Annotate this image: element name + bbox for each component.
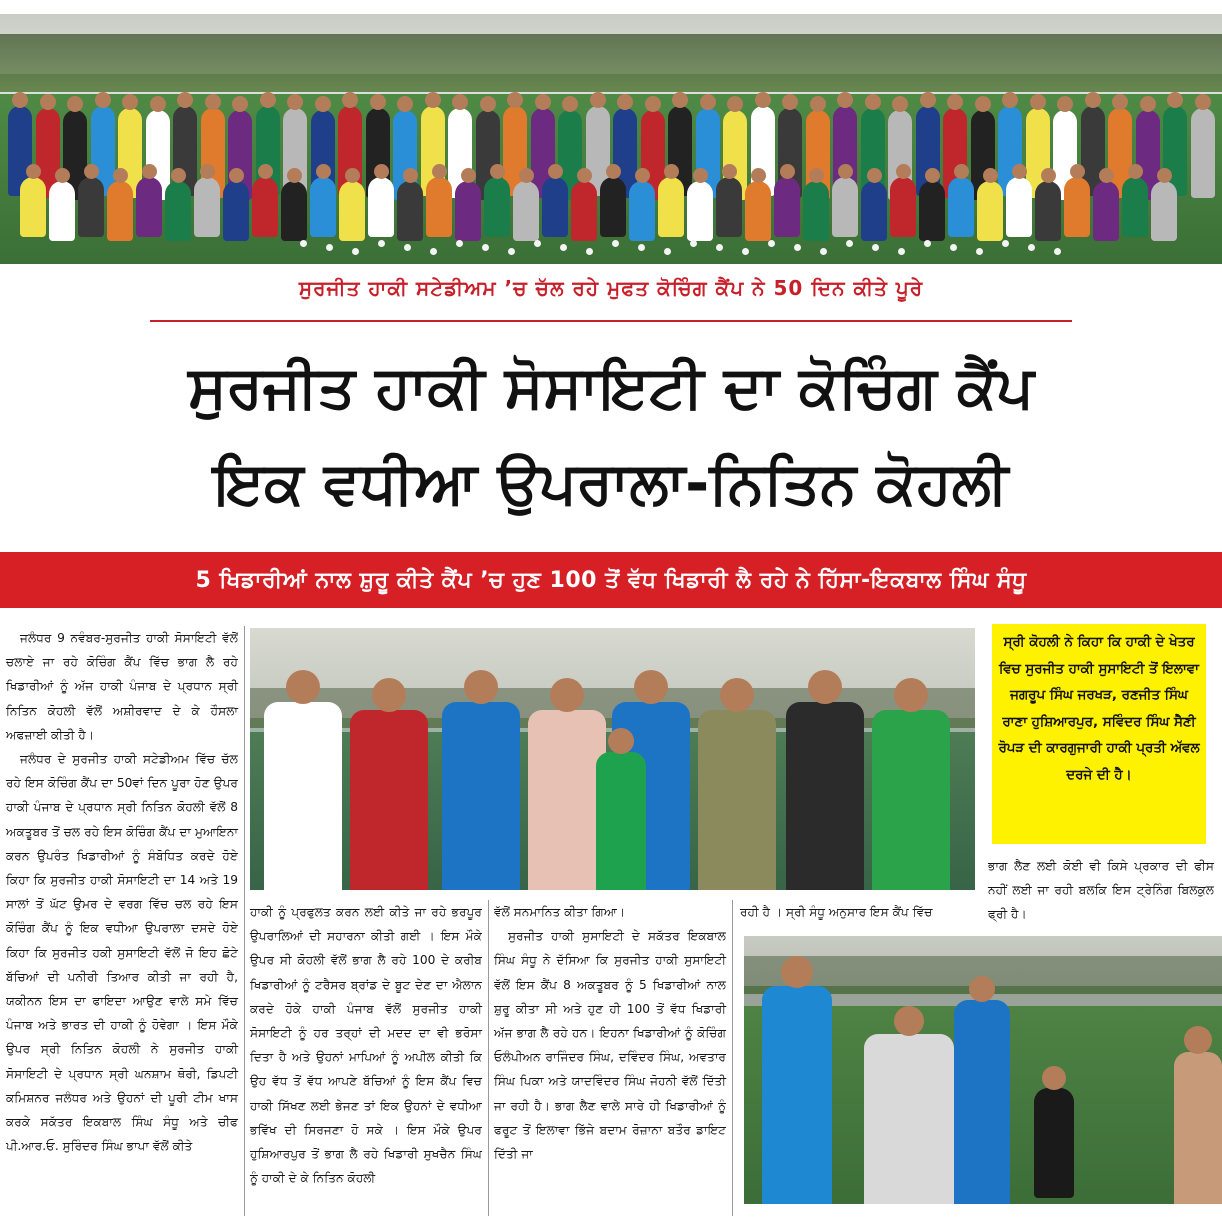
photo-figure-head	[26, 164, 41, 179]
article-paragraph: ਸੁਰਜੀਤ ਹਾਕੀ ਸੁਸਾਇਟੀ ਦੇ ਸਕੱਤਰ ਇਕਬਾਲ ਸਿੰਘ ਸੰਧੂ ਨੇ ਦੱਸਿਆ ਕਿ ਸੁਰਜੀਤ ਹਾਕੀ ਸੁਸਾਇਟੀ ਵੱਲੋਂ ਇਸ ਕੈਂਪ 8 ਅਕਤੂਬਰ ਨੂੰ 5 ਖਿਡਾਰੀਆਂ ਨਾਲ ਸ਼ੁਰੂ ਕੀਤਾ ਸੀ ਅਤੇ ਹੁਣ ਹੀ 100 ਤੋਂ ਵੱਧ ਖਿਡਾਰੀ ਅੱਜ ਭਾਗ ਲੈ ਰਹੇ ਹਨ। ਇਹਨਾ ਖਿਡਾਰੀਆਂ ਨੂੰ ਕੋਚਿੰਗ ਓਲੰਪੀਅਨ ਰਾਜਿੰਦਰ ਸਿੰਘ, ਦਵਿੰਦਰ ਸਿੰਘ, ਅਵਤਾਰ ਸਿੰਘ ਪਿਕਾ ਅਤੇ ਯਾਦਵਿੰਦਰ ਸਿੰਘ ਜੋਹਨੀ ਵੱਲੋਂ ਦਿੱਤੀ ਜਾ ਰਹੀ ਹੈ। ਭਾਗ ਲੈਣ ਵਾਲੇ ਸਾਰੇ ਹੀ ਖਿਡਾਰੀਆਂ ਨੂੰ ਫਰੂਟ ਤੋਂ ਇਲਾਵਾ ਭਿੱਜੇ ਬਦਾਮ ਰੋਜ਼ਾਨਾ ਬਤੌਰ ਡਾਇਟ ਦਿੱਤੀ ਜਾ	[494, 929, 726, 1162]
photo-figure-head	[95, 92, 111, 108]
hockey-ball	[794, 244, 801, 251]
photo-figure-head	[342, 92, 358, 108]
officials-photo	[250, 628, 975, 890]
photo-figure-head	[1085, 92, 1101, 108]
photo-figure	[194, 177, 220, 237]
photo-figure-head	[894, 1006, 924, 1036]
photo-figure	[832, 177, 858, 237]
photo-figure-head	[755, 92, 771, 108]
photo-figure-head	[535, 94, 551, 110]
article-column-2	[250, 900, 482, 1190]
photo-figure	[919, 181, 945, 241]
photo-figure-head	[550, 678, 584, 712]
photo-figure-head	[260, 92, 276, 108]
photo-figure-head	[507, 92, 523, 108]
highlight-box: ਸ੍ਰੀ ਕੋਹਲੀ ਨੇ ਕਿਹਾ ਕਿ ਹਾਕੀ ਦੇ ਖੇਤਰ ਵਿਚ ਸੁਰਜੀਤ ਹਾਕੀ ਸੁਸਾਇਟੀ ਤੋਂ ਇਲਾਵਾ ਜਗਰੂਪ ਸਿੰਘ ਜਰਖੜ, ਰਣਜੀਤ ਸਿੰਘ ਰਾਣਾ ਹੁਸ਼ਿਆਰਪੁਰ, ਸਵਿੰਦਰ ਸਿੰਘ ਸੈਣੀ ਰੋਪੜ ਦੀ ਕਾਰਗੁਜਾਰੀ ਹਾਕੀ ਪ੍ਰਤੀ ਅੱਵਲ ਦਰਜੇ ਦੀ ਹੈ।	[992, 624, 1206, 844]
photo-figure-head	[635, 168, 650, 183]
photo-figure	[78, 177, 104, 237]
hockey-ball	[560, 244, 567, 251]
photo-figure	[774, 177, 800, 237]
photo-figure-head	[562, 96, 578, 112]
photo-figure	[339, 181, 365, 241]
photo-figure	[528, 710, 606, 890]
photo-figure-head	[722, 164, 737, 179]
article-paragraph: ਭਾਗ ਲੈਣ ਲਈ ਕੋਈ ਵੀ ਕਿਸੇ ਪ੍ਰਕਾਰ ਦੀ ਫੀਸ ਨਹੀਂ ਲਈ ਜਾ ਰਹੀ ਬਲਕਿ ਇਸ ਟ੍ਰੇਨਿੰਗ ਬਿਲਕੁਲ ਫ੍ਰੀ ਹੈ।	[988, 859, 1214, 922]
hockey-ball	[690, 240, 697, 247]
photo-figure-head	[664, 164, 679, 179]
photo-figure	[1034, 1088, 1074, 1198]
photo-figure	[107, 181, 133, 241]
photo-figure-head	[232, 96, 248, 112]
photo-figure	[1174, 1052, 1222, 1204]
article-paragraph: ਜਲੰਧਰ ਦੇ ਸੁਰਜੀਤ ਹਾਕੀ ਸਟੇਡੀਅਮ ਵਿੱਚ ਚੱਲ ਰਹੇ ਇਸ ਕੋਚਿੰਗ ਕੈਂਪ ਦਾ 50ਵਾਂ ਦਿਨ ਪੂਰਾ ਹੋਣ ਉਪਰ ਹਾਕੀ ਪੰਜਾਬ ਦੇ ਪ੍ਰਧਾਨ ਸ੍ਰੀ ਨਿਤਿਨ ਕੋਹਲੀ ਵੱਲੋਂ 8 ਅਕਤੂਬਰ ਤੋਂ ਚਲ ਰਹੇ ਇਸ ਕੋਚਿੰਗ ਕੈਂਪ ਦਾ ਮੁਆਇਨਾ ਕਰਨ ਉਪਰੰਤ ਖਿਡਾਰੀਆਂ ਨੂੰ ਸੰਬੋਧਿਤ ਕਰਦੇ ਹੋਏ ਕਿਹਾ ਕਿ ਸੁਰਜੀਤ ਹਾਕੀ ਸੋਸਾਇਟੀ ਦਾ 14 ਅਤੇ 19 ਸਾਲਾਂ ਤੋਂ ਘੱਟ ਉਮਰ ਦੇ ਵਰਗ ਵਿੱਚ ਚਲ ਰਹੇ ਇਸ ਕੋਚਿੰਗ ਕੈਂਪ ਨੂੰ ਇਕ ਵਧੀਆ ਉਪਰਾਲਾ ਦਸਦੇ ਹੋਏ ਕਿਹਾ ਕਿ ਸੁਰਜੀਤ ਹਕੀ ਸੁਸਾਇਟੀ ਵੱਲੋਂ ਜੋ ਇਹ ਛੋਟੇ ਬੱਚਿਆਂ ਦੀ ਪਨੀਰੀ ਤਿਆਰ ਕੀਤੀ ਜਾ ਰਹੀ ਹੈ, ਯਕੀਨਨ ਇਸ ਦਾ ਫਾਇਦਾ ਆਉਣ ਵਾਲੇ ਸਮੇ ਵਿੱਚ ਪੰਜਾਬ ਅਤੇ ਭਾਰਤ ਦੀ ਹਾਕੀ ਨੂੰ ਹੋਵੇਗਾ । ਇਸ ਮੌਕੇ ਉਪਰ ਸ੍ਰੀ ਨਿਤਿਨ ਕੋਹਲੀ ਨੇ ਸੁਰਜੀਤ ਹਾਕੀ ਸੋਸਾਇਟੀ ਦੇ ਪ੍ਰਧਾਨ ਸ੍ਰੀ ਘਨਸ਼ਾਮ ਥੋਰੀ, ਡਿਪਟੀ ਕਮਿਸ਼ਨਰ ਜਲੰਧਰ ਅਤੇ ਉਹਨਾਂ ਦੀ ਪੂਰੀ ਟੀਮ ਖਾਸ ਕਰਕੇ ਸਕੱਤਰ ਇਕਬਾਲ ਸਿੰਘ ਸੰਧੂ ਅਤੇ ਚੀਫ ਪੀ.ਆਰ.ਓ. ਸੁਰਿੰਦਰ ਸਿੰਘ ਭਾਪਾ ਵੱਲੋਂ ਕੀਤੇ	[6, 752, 238, 1154]
photo-figure	[596, 752, 646, 890]
photo-figure-head	[693, 168, 708, 183]
hockey-ball	[326, 244, 333, 251]
photo-figure-head	[606, 164, 621, 179]
photo-figure-head	[837, 92, 853, 108]
hockey-ball	[1002, 240, 1009, 247]
photo-figure-head	[1195, 94, 1211, 110]
hockey-ball	[950, 244, 957, 251]
photo-figure	[1151, 181, 1177, 241]
hockey-ball	[846, 240, 853, 247]
photo-figure-head	[782, 94, 798, 110]
hockey-ball	[508, 248, 515, 255]
photo-figure-head	[150, 96, 166, 112]
photo-figure	[977, 181, 1003, 241]
photo-figure-head	[461, 168, 476, 183]
photo-figure-head	[617, 94, 633, 110]
photo-figure-head	[258, 164, 273, 179]
photo-figure-head	[751, 168, 766, 183]
photo-figure	[629, 181, 655, 241]
group-photo	[0, 14, 1222, 264]
headline-line-1: ਸੁਰਜੀਤ ਹਾਕੀ ਸੋਸਾਇਟੀ ਦਾ ਕੋਚਿੰਗ ਕੈਂਪ	[188, 353, 1034, 421]
hockey-ball	[820, 248, 827, 255]
photo-figure	[165, 181, 191, 241]
photo-figure-head	[954, 164, 969, 179]
subheadline-banner	[0, 552, 1222, 608]
column-divider	[488, 900, 489, 1216]
hockey-ball	[1028, 244, 1035, 251]
photo-figure-head	[480, 96, 496, 112]
photo-figure	[281, 181, 307, 241]
hockey-ball	[768, 240, 775, 247]
photo-figure-head	[634, 670, 668, 704]
photo-figure	[1006, 177, 1032, 237]
photo-figure	[890, 177, 916, 237]
hockey-ball	[1054, 248, 1061, 255]
hockey-ball	[716, 244, 723, 251]
photo-figure-head	[1042, 1066, 1066, 1090]
photo-figure-head	[200, 164, 215, 179]
photo-figure	[49, 181, 75, 241]
photo-figure-head	[1112, 94, 1128, 110]
photo-figure	[948, 177, 974, 237]
photo-figure	[455, 181, 481, 241]
photo-figure-head	[548, 164, 563, 179]
photo-figure-head	[142, 164, 157, 179]
photo-figure-head	[464, 670, 498, 704]
photo-figure-head	[896, 164, 911, 179]
photo-figure	[513, 181, 539, 241]
photo-figure-head	[865, 94, 881, 110]
photo-figure-head	[947, 94, 963, 110]
photo-figure-head	[645, 96, 661, 112]
subheadline-text: 5 ਖਿਡਾਰੀਆਂ ਨਾਲ ਸ਼ੁਰੂ ਕੀਤੇ ਕੈਂਪ ’ਚ ਹੁਣ 100 ਤੋਂ ਵੱਧ ਖਿਡਾਰੀ ਲੈ ਰਹੇ ਨੇ ਹਿੱਸਾ-ਇਕਬਾਲ ਸਿੰਘ ਸੰਧੂ	[195, 567, 1027, 593]
photo-figure-head	[1002, 92, 1018, 108]
hockey-ball	[534, 240, 541, 247]
photo-figure-head	[1057, 96, 1073, 112]
photo-figure-head	[925, 168, 940, 183]
photo-figure-head	[1157, 168, 1172, 183]
photo-figure-head	[425, 92, 441, 108]
photo-figure	[426, 177, 452, 237]
photo-figure	[864, 1034, 954, 1204]
hockey-ball	[872, 244, 879, 251]
column-divider	[244, 626, 245, 1216]
hockey-ball	[404, 244, 411, 251]
hockey-ball	[898, 248, 905, 255]
photo-figure-head	[287, 94, 303, 110]
article-column-4	[740, 900, 976, 924]
hockey-ball	[612, 240, 619, 247]
photo-figure-head	[403, 168, 418, 183]
article-paragraph: ਹਾਕੀ ਨੂੰ ਪ੍ਰਫੁਲਤ ਕਰਨ ਲਈ ਕੀਤੇ ਜਾ ਰਹੇ ਭਰਪੂਰ ਉਪਰਾਲਿਆਂ ਦੀ ਸਹਾਰਨਾ ਕੀਤੀ ਗਈ । ਇਸ ਮੌਕੇ ਉਪਰ ਸੀ ਕੋਹਲੀ ਵੱਲੋਂ ਭਾਗ ਲੈ ਰਹੇ 100 ਦੇ ਕਰੀਬ ਖਿਡਾਰੀਆਂ ਨੂੰ ਟਰੈਸਰ ਬ੍ਰਾਂਡ ਦੇ ਬੂਟ ਦੇਣ ਦਾ ਐਲਾਨ ਕਰਦੇ ਹੋਕੇ ਹਾਕੀ ਪੰਜਾਬ ਵੱਲੋਂ ਸੁਰਜੀਤ ਹਾਕੀ ਸੋਸਾਇਟੀ ਨੂੰ ਹਰ ਤਰ੍ਹਾਂ ਦੀ ਮਦਦ ਦਾ ਵੀ ਭਰੋਸਾ ਦਿਤਾ ਹੈ ਅਤੇ ਉਹਨਾਂ ਮਾਪਿਆਂ ਨੂੰ ਅਪੀਲ ਕੀਤੀ ਕਿ ਉਹ ਵੱਧ ਤੋਂ ਵੱਧ ਆਪਣੇ ਬੱਚਿਆਂ ਨੂੰ ਇਸ ਕੈਂਪ ਵਿਚ ਹਾਕੀ ਸਿੱਖਣ ਲਈ ਭੇਜਣ ਤਾਂ ਇਕ ਉਹਨਾਂ ਦੇ ਵਧੀਆ ਭਵਿੱਖ ਦੀ ਸਿਰਜਣਾ ਹੋ ਸਕੇ । ਇਸ ਮੌਕੇ ਉਪਰ ਹੁਸ਼ਿਆਰਪੁਰ ਤੋਂ ਭਾਗ ਲੈ ਰਹੇ ਖਿਡਾਰੀ ਸੁਖਚੈਨ ਸਿੰਘ ਨੂੰ ਹਾਕੀ ਦੇ ਕੇ ਨਿਤਿਨ ਕੋਹਲੀ	[250, 905, 482, 1186]
article-column-5	[988, 854, 1214, 927]
photo-figure-head	[1099, 168, 1114, 183]
photo-figure	[20, 177, 46, 237]
photo-figure	[954, 1000, 1010, 1204]
photo-figure-head	[720, 678, 754, 712]
hockey-ball	[482, 244, 489, 251]
photo-figure	[872, 710, 950, 890]
column-divider	[732, 900, 733, 1216]
photo-figure	[1035, 181, 1061, 241]
photo-figure-head	[113, 168, 128, 183]
photo-figure	[310, 177, 336, 237]
photo-figure	[1064, 177, 1090, 237]
photo-figure	[658, 177, 684, 237]
photo-figure	[1122, 177, 1148, 237]
photo-figure-head	[1030, 94, 1046, 110]
photo-figure	[1093, 181, 1119, 241]
photo-figure-head	[452, 94, 468, 110]
kicker-headline: ਸੁਰਜੀਤ ਹਾਕੀ ਸਟੇਡੀਅਮ ’ਚ ਚੱਲ ਰਹੇ ਮੁਫਤ ਕੋਚਿੰਗ ਕੈਂਪ ਨੇ 50 ਦਿਨ ਕੀਤੇ ਪੂਰੇ	[298, 276, 924, 300]
photo-figure-head	[345, 168, 360, 183]
photo-figure-head	[808, 670, 842, 704]
photo-figure-head	[287, 168, 302, 183]
photo-figure	[442, 702, 520, 890]
hockey-ball	[300, 240, 307, 247]
photo-figure	[350, 710, 428, 890]
photo-figure-head	[370, 94, 386, 110]
photo-figure-head	[171, 168, 186, 183]
photo-figure-head	[727, 96, 743, 112]
hockey-ball	[456, 240, 463, 247]
photo-figure	[136, 177, 162, 237]
hockey-ball	[924, 240, 931, 247]
photo-figure-head	[894, 678, 928, 712]
article-column-1	[6, 626, 238, 1158]
photo-figure-head	[700, 94, 716, 110]
photo-figure-head	[315, 96, 331, 112]
photo-figure	[803, 181, 829, 241]
photo-figure-head	[577, 168, 592, 183]
photo-figure	[745, 181, 771, 241]
photo-figure	[1191, 108, 1215, 198]
photo-figure-head	[810, 96, 826, 112]
photo-figure-head	[286, 670, 320, 704]
hockey-ball	[586, 248, 593, 255]
article-paragraph: ਜਲੰਧਰ 9 ਨਵੰਬਰ-ਸੁਰਜੀਤ ਹਾਕੀ ਸੋਸਾਇਟੀ ਵੱਲੋਂ ਚਲਾਏ ਜਾ ਰਹੇ ਕੋਚਿੰਗ ਕੈਂਪ ਵਿੱਚ ਭਾਗ ਲੈ ਰਹੇ ਖਿਡਾਰੀਆਂ ਨੂੰ ਅੱਜ ਹਾਕੀ ਪੰਜਾਬ ਦੇ ਪ੍ਰਧਾਨ ਸ੍ਰੀ ਨਿਤਿਨ ਕੋਹਲੀ ਵੱਲੋਂ ਅਸ਼ੀਰਵਾਦ ਦੇ ਕੇ ਹੌਸਲਾ ਅਫਜ਼ਾਈ ਕੀਤੀ ਹੈ।	[6, 631, 238, 742]
photo-figure-head	[55, 168, 70, 183]
photo-figure	[600, 177, 626, 237]
photo-figure	[484, 177, 510, 237]
photo-figure-head	[205, 94, 221, 110]
photo-figure-head	[1128, 164, 1143, 179]
article-paragraph: ਵੱਲੋਂ ਸਨਮਾਨਿਤ ਕੀਤਾ ਗਿਆ।	[494, 905, 626, 919]
photo-figure-head	[1167, 92, 1183, 108]
photo-figure-head	[229, 168, 244, 183]
photo-figure-head	[84, 164, 99, 179]
training-photo	[744, 936, 1222, 1204]
photo-figure-head	[983, 168, 998, 183]
photo-figure-head	[590, 92, 606, 108]
photo-figure	[716, 177, 742, 237]
photo-figure-head	[519, 168, 534, 183]
photo-figure-head	[432, 164, 447, 179]
photo-figure	[223, 181, 249, 241]
photo-figure	[252, 177, 278, 237]
photo-figure-head	[969, 976, 995, 1002]
photo-figure	[687, 181, 713, 241]
photo-figure-head	[490, 164, 505, 179]
photo-figure-head	[40, 94, 56, 110]
photo-figure-head	[316, 164, 331, 179]
photo-figure-head	[809, 168, 824, 183]
photo-figure	[368, 177, 394, 237]
photo-figure-head	[374, 164, 389, 179]
hockey-ball	[976, 248, 983, 255]
photo-figure-head	[1070, 164, 1085, 179]
photo-figure	[571, 181, 597, 241]
photo-figure-head	[672, 92, 688, 108]
photo-figure-head	[1041, 168, 1056, 183]
photo-figure-head	[838, 164, 853, 179]
article-column-3	[494, 900, 726, 1166]
photo-figure-head	[397, 96, 413, 112]
hockey-ball	[742, 248, 749, 255]
photo-figure-head	[608, 728, 634, 754]
photo-figure-head	[67, 96, 83, 112]
photo-figure-head	[920, 92, 936, 108]
photo-figure-head	[781, 956, 813, 988]
article-paragraph: ਰਹੀ ਹੈ । ਸ੍ਰੀ ਸੰਧੂ ਅਨੁਸਾਰ ਇਸ ਕੈਂਪ ਵਿੱਚ	[740, 905, 933, 919]
photo-figure-head	[12, 92, 28, 108]
headline-line-2: ਇਕ ਵਧੀਆ ਉਪਰਾਲਾ-ਨਿਤਿਨ ਕੋਹਲੀ	[213, 449, 1009, 517]
hockey-ball	[378, 240, 385, 247]
photo-figure-head	[780, 164, 795, 179]
photo-figure	[264, 702, 342, 890]
hockey-ball	[664, 248, 671, 255]
photo-figure	[698, 710, 776, 890]
photo-figure-head	[975, 96, 991, 112]
photo-figure	[861, 181, 887, 241]
photo-figure-head	[1140, 96, 1156, 112]
photo-figure	[762, 986, 832, 1204]
photo-figure-head	[177, 92, 193, 108]
hockey-ball	[430, 248, 437, 255]
hockey-ball	[638, 244, 645, 251]
photo-figure	[786, 702, 864, 890]
kicker-divider	[150, 320, 1072, 322]
photo-figure-head	[892, 96, 908, 112]
photo-figure-head	[1184, 1026, 1212, 1054]
photo-figure-head	[1012, 164, 1027, 179]
hockey-ball	[352, 248, 359, 255]
photo-figure	[397, 181, 423, 241]
photo-figure	[542, 177, 568, 237]
photo-figure-head	[372, 678, 406, 712]
photo-figure-head	[122, 94, 138, 110]
photo-figure-head	[867, 168, 882, 183]
